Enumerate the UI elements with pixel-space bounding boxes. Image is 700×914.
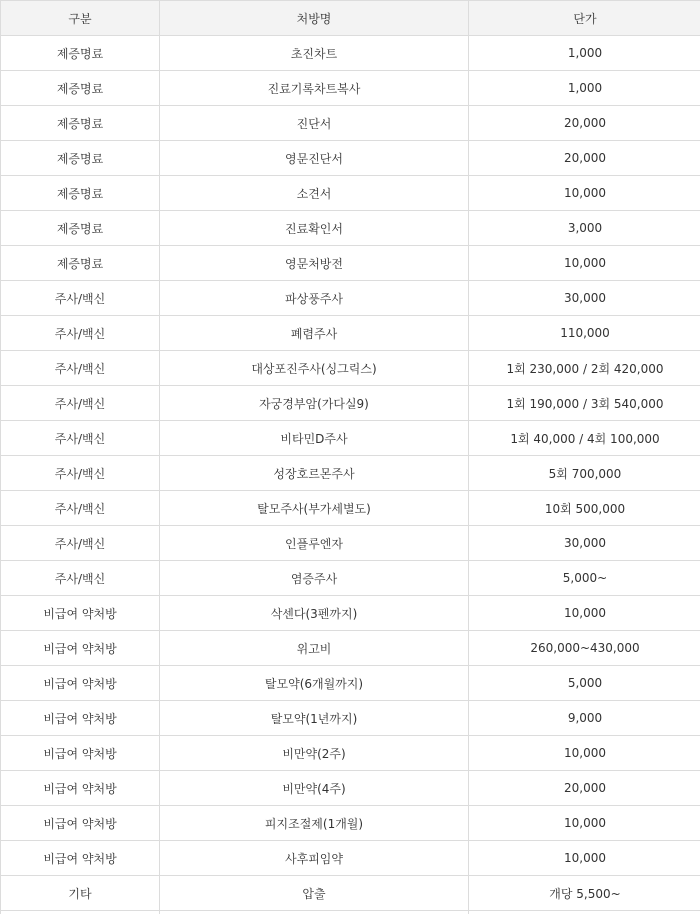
cell-price: 10,000 [469,841,700,876]
table-row [1,351,700,386]
cell-category: 비급여 약처방 [1,841,160,876]
cell-price: 20,000 [469,771,700,806]
table-row [1,211,700,246]
cell-category: 주사/백신 [1,386,160,421]
cell-price: 10,000 [469,176,700,211]
cell-category: 주사/백신 [1,281,160,316]
cell-price: 20,000 [469,106,700,141]
table-row [1,771,700,806]
table-row [1,561,700,596]
cell-name: 자궁경부암(가다실9) [160,386,469,421]
cell-name: 파상풍주사 [160,281,469,316]
cell-name: 대상포진주사(싱그릭스) [160,351,469,386]
cell-category: 제증명료 [1,211,160,246]
cell-price: 1,000 [469,36,700,71]
cell-name: 진단서 [160,106,469,141]
cell-category: 제증명료 [1,141,160,176]
cell-name: 성장호르몬주사 [160,456,469,491]
cell-price: 10,000 [469,806,700,841]
cell-price: 9,000 [469,701,700,736]
cell-name: 위고비 [160,631,469,666]
cell-category: 비급여 약처방 [1,736,160,771]
cell-price: 20,000 [469,141,700,176]
table-body [1,36,700,914]
cell-category: 주사/백신 [1,526,160,561]
table-header [1,1,700,36]
cell-price: 10,000 [469,596,700,631]
header-row [1,1,700,36]
table-row [1,666,700,701]
table-row [1,806,700,841]
table-row [1,876,700,911]
cell-name: 탈모약(6개월까지) [160,666,469,701]
cell-name: 탈모약(1년까지) [160,701,469,736]
table-row [1,736,700,771]
cell-price: 3,000 [469,211,700,246]
cell-empty [469,911,700,914]
cell-price: 30,000 [469,281,700,316]
cell-price: 30,000 [469,526,700,561]
cell-category: 주사/백신 [1,456,160,491]
cell-name: 영문진단서 [160,141,469,176]
cell-name: 인플루엔자 [160,526,469,561]
table-row [1,841,700,876]
table-row [1,596,700,631]
cell-price: 10회 500,000 [469,491,700,526]
table-row [1,386,700,421]
cell-name: 소견서 [160,176,469,211]
cell-name: 진료확인서 [160,211,469,246]
table-row [1,701,700,736]
cell-price: 5회 700,000 [469,456,700,491]
cell-name: 폐렴주사 [160,316,469,351]
cell-name: 사후피임약 [160,841,469,876]
cell-category: 비급여 약처방 [1,806,160,841]
cell-price: 10,000 [469,246,700,281]
cell-category: 기타 [1,876,160,911]
table-row [1,141,700,176]
cell-category: 제증명료 [1,71,160,106]
cell-category: 주사/백신 [1,561,160,596]
cell-name: 삭센다(3펜까지) [160,596,469,631]
cell-name: 피지조절제(1개월) [160,806,469,841]
cell-price: 1회 230,000 / 2회 420,000 [469,351,700,386]
table-row [1,71,700,106]
table-row [1,631,700,666]
cell-category: 비급여 약처방 [1,771,160,806]
table-row [1,246,700,281]
cell-category: 제증명료 [1,246,160,281]
table-row [1,491,700,526]
cell-price: 1회 190,000 / 3회 540,000 [469,386,700,421]
cell-price: 1회 40,000 / 4회 100,000 [469,421,700,456]
cell-name: 영문처방전 [160,246,469,281]
cell-price: 10,000 [469,736,700,771]
table-row [1,176,700,211]
cell-category: 주사/백신 [1,491,160,526]
cell-name: 비타민D주사 [160,421,469,456]
cell-empty [160,911,469,914]
cell-name: 염증주사 [160,561,469,596]
cell-category: 비급여 약처방 [1,631,160,666]
table-row [1,526,700,561]
cell-price: 260,000~430,000 [469,631,700,666]
cell-price: 1,000 [469,71,700,106]
table-row [1,106,700,141]
cell-category: 비급여 약처방 [1,701,160,736]
table-row [1,281,700,316]
cell-name: 비만약(4주) [160,771,469,806]
table-row [1,421,700,456]
cell-category: 비급여 약처방 [1,596,160,631]
cell-category: 제증명료 [1,176,160,211]
header-price: 단가 [469,1,700,36]
cell-name: 진료기록차트복사 [160,71,469,106]
cell-category: 주사/백신 [1,316,160,351]
header-category: 구분 [1,1,160,36]
cell-category: 주사/백신 [1,351,160,386]
table-row-partial [1,911,700,914]
cell-category: 비급여 약처방 [1,666,160,701]
cell-price: 110,000 [469,316,700,351]
cell-price: 개당 5,500~ [469,876,700,911]
table-row [1,36,700,71]
cell-name: 탈모주사(부가세별도) [160,491,469,526]
header-name: 처방명 [160,1,469,36]
cell-empty [1,911,160,914]
cell-name: 압출 [160,876,469,911]
cell-category: 제증명료 [1,36,160,71]
cell-name: 비만약(2주) [160,736,469,771]
cell-name: 초진차트 [160,36,469,71]
table-row [1,456,700,491]
cell-price: 5,000 [469,666,700,701]
table-row [1,316,700,351]
cell-price: 5,000~ [469,561,700,596]
cell-category: 제증명료 [1,106,160,141]
cell-category: 주사/백신 [1,421,160,456]
